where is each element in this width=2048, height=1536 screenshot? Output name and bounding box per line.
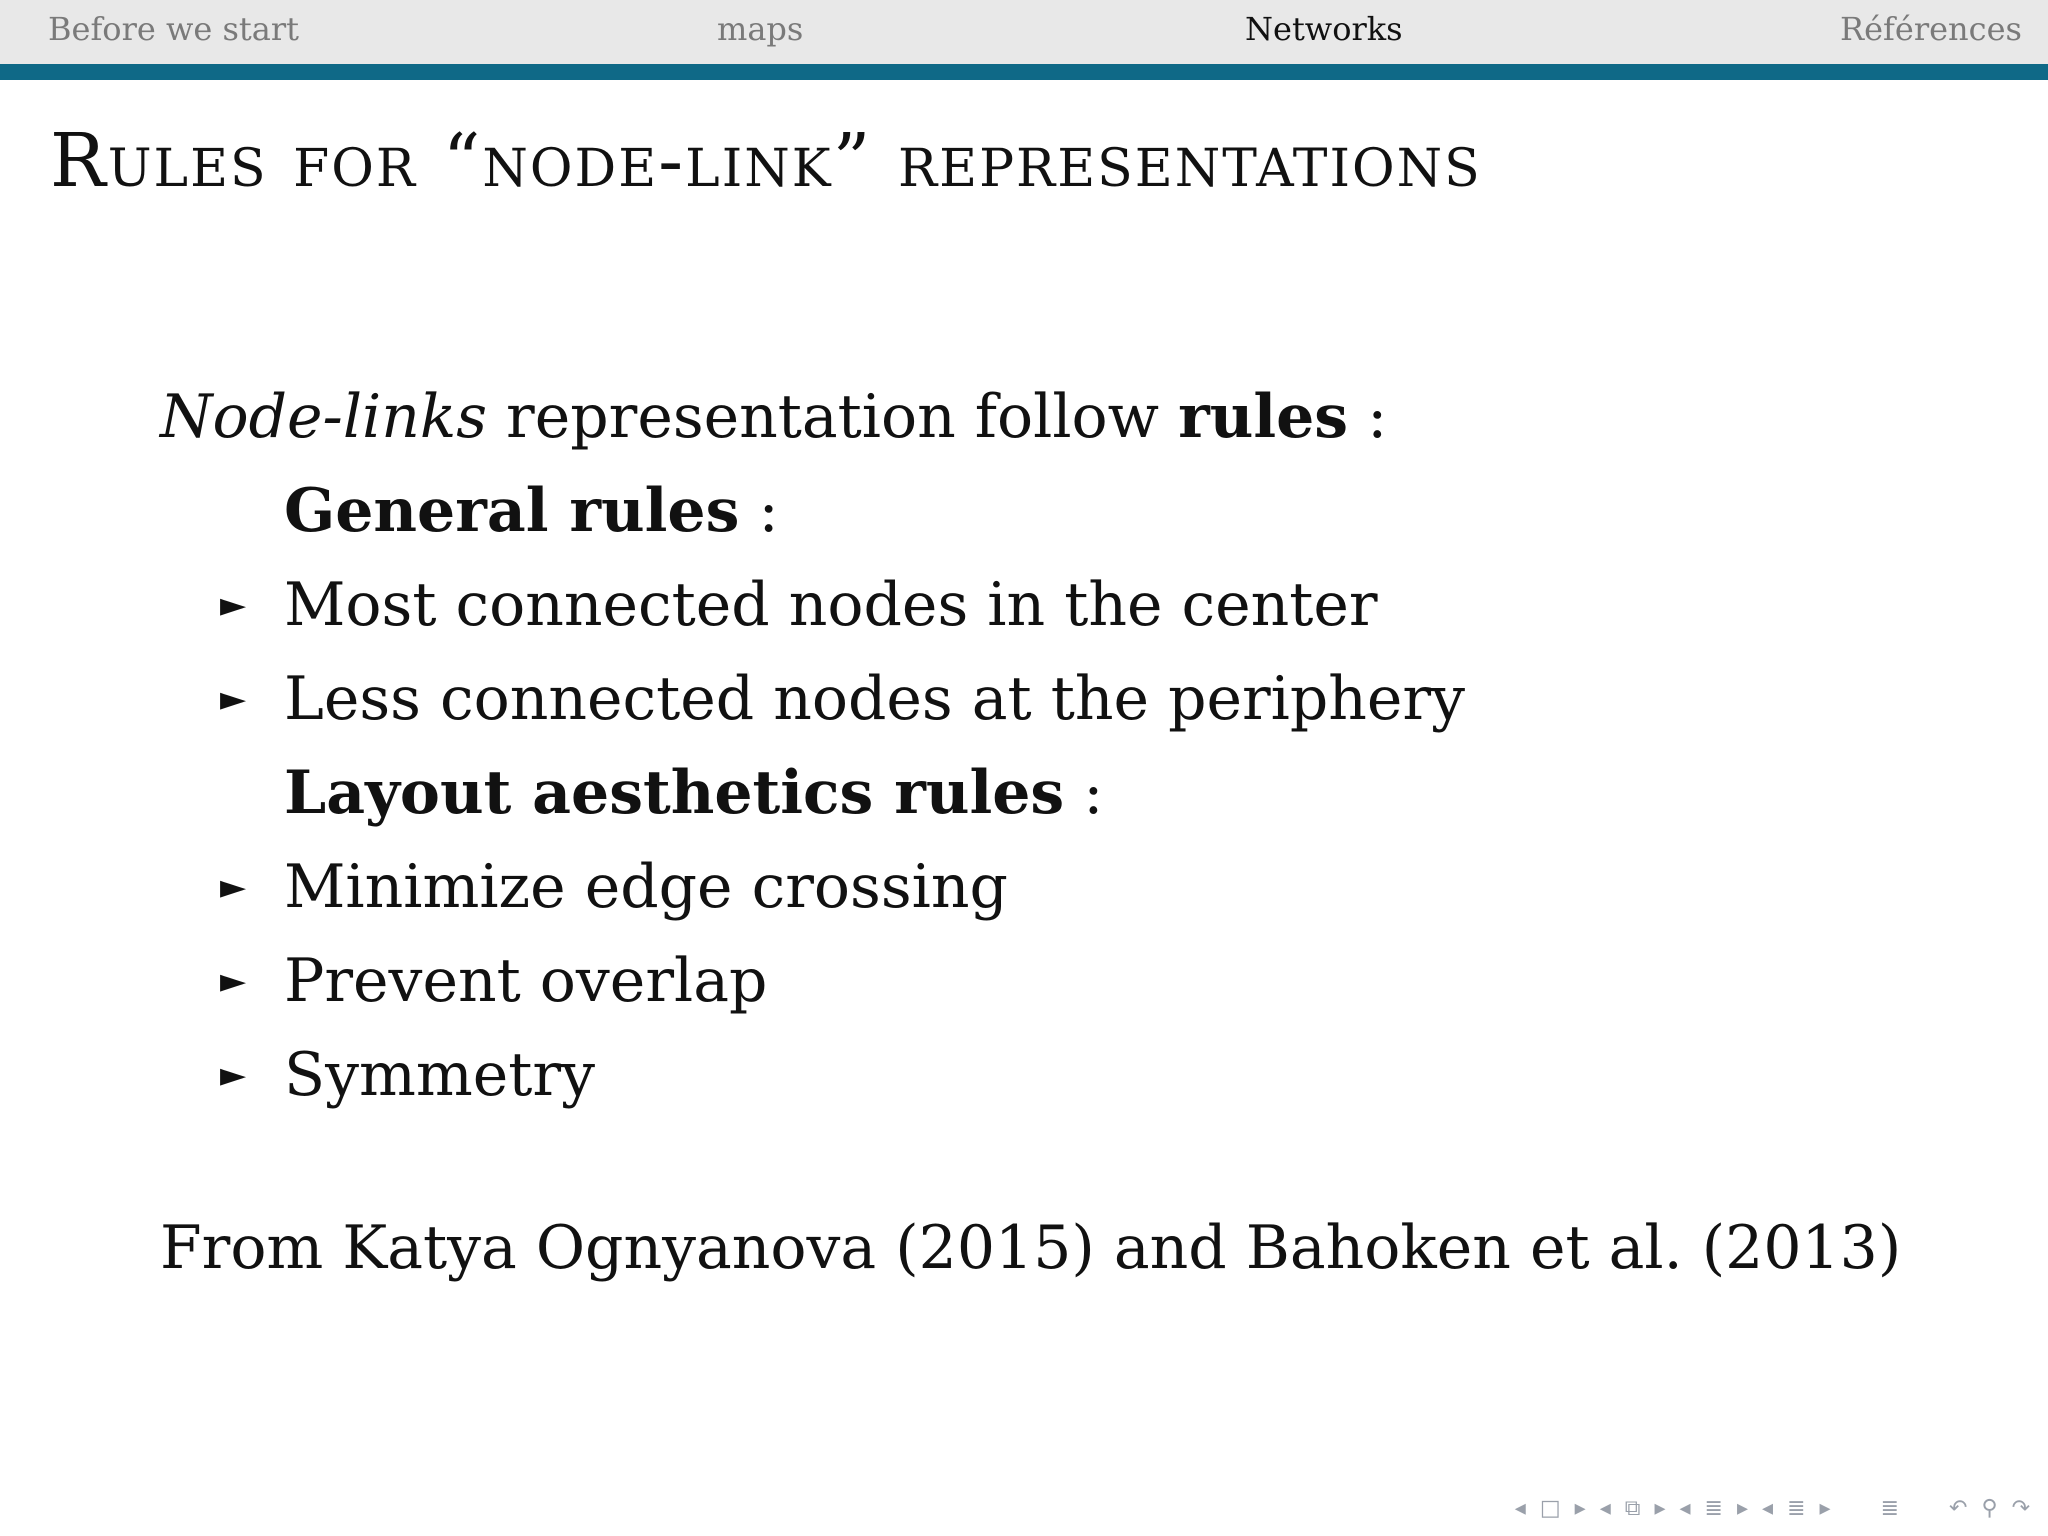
next-section-icon[interactable]: ▸ (1819, 1495, 1831, 1521)
forward-icon[interactable]: ↷ (2011, 1495, 2030, 1521)
list-item-text: Most connected nodes in the center (284, 570, 1378, 640)
group-heading-suffix: : (1064, 758, 1104, 828)
group-heading-general (160, 464, 1960, 558)
list-item (160, 1028, 1960, 1122)
source-citation: From Katya Ognyanova (2015) and Bahoken et al. (2013) (160, 1213, 1902, 1283)
list-item-text: Prevent overlap (284, 946, 768, 1016)
intro-text: representation follow (486, 382, 1179, 452)
list-item-text: Symmetry (284, 1040, 595, 1110)
bullet-triangle-icon: ► (220, 867, 247, 907)
list-item-text: Less connected nodes at the periphery (284, 664, 1465, 734)
nav-section-references[interactable]: Références (1840, 10, 2022, 48)
prev-section-icon[interactable]: ◂ (1762, 1495, 1774, 1521)
section-navbar (0, 0, 2048, 64)
list-item (160, 934, 1960, 1028)
prev-slide-icon[interactable]: ◂ (1514, 1495, 1526, 1521)
next-frame-icon[interactable]: ▸ (1654, 1495, 1666, 1521)
intro-line (160, 370, 1960, 464)
nav-section-before-we-start[interactable]: Before we start (48, 10, 299, 48)
next-subsection-icon[interactable]: ▸ (1736, 1495, 1749, 1521)
document-icon[interactable]: ≣ (1880, 1495, 1899, 1521)
subsection-icon[interactable]: ≣ (1704, 1495, 1723, 1521)
slide-body (160, 370, 1960, 1122)
bullet-triangle-icon: ► (220, 679, 247, 719)
list-item (160, 558, 1960, 652)
nav-section-networks[interactable]: Networks (1245, 10, 1403, 48)
navbar-accent-bar (0, 64, 2048, 80)
list-item (160, 652, 1960, 746)
group-heading-label: Layout aesthetics rules (284, 758, 1065, 828)
intro-suffix: : (1348, 382, 1388, 452)
intro-bold: rules (1178, 382, 1349, 452)
intro-italic: Node-links (160, 382, 487, 452)
next-slide-icon[interactable]: ▸ (1574, 1495, 1586, 1521)
list-item (160, 840, 1960, 934)
prev-subsection-icon[interactable]: ◂ (1679, 1495, 1691, 1521)
group-heading-layout (160, 746, 1960, 840)
search-icon[interactable]: ⚲ (1981, 1495, 1998, 1521)
slide-title: Rules for “node-link” representations (50, 118, 1482, 204)
bullet-triangle-icon: ► (220, 1055, 247, 1095)
section-icon[interactable]: ≣ (1787, 1495, 1806, 1521)
list-item-text: Minimize edge crossing (284, 852, 1008, 922)
bullet-triangle-icon: ► (220, 585, 247, 625)
prev-frame-icon[interactable]: ◂ (1599, 1495, 1611, 1521)
slide-icon[interactable]: □ (1539, 1495, 1561, 1521)
back-icon[interactable]: ↶ (1949, 1495, 1968, 1521)
frame-icon[interactable]: ⧉ (1624, 1495, 1641, 1521)
beamer-navigation-controls (1515, 1488, 2030, 1528)
group-heading-label: General rules (284, 476, 740, 546)
nav-section-maps[interactable]: maps (717, 10, 804, 48)
bullet-triangle-icon: ► (220, 961, 247, 1001)
group-heading-suffix: : (739, 476, 779, 546)
